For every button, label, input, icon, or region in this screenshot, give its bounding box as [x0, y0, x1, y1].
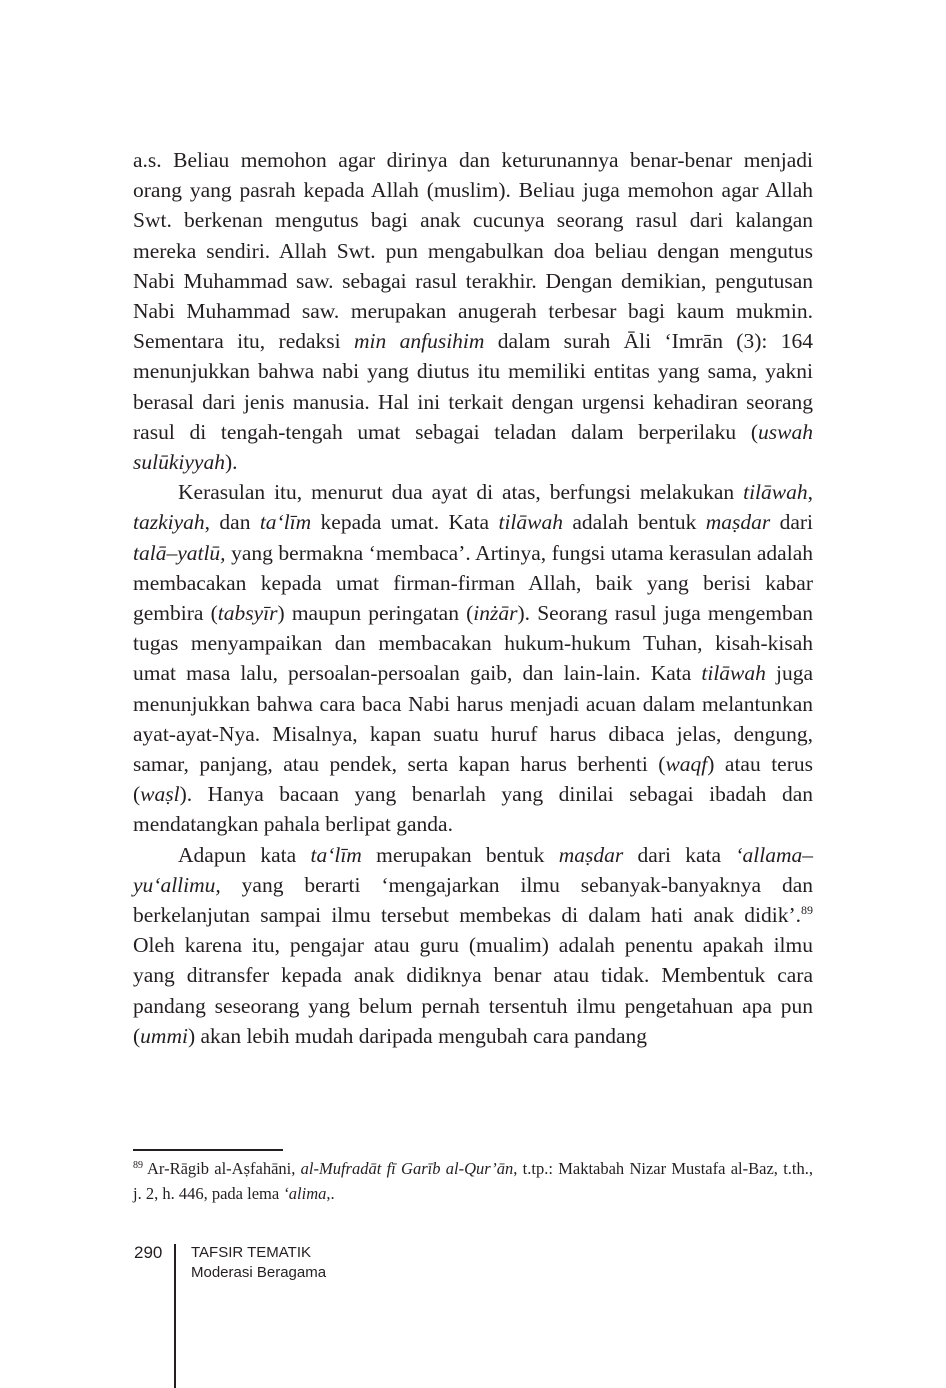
arabic-term: ta‘līm	[310, 842, 362, 867]
book-title: al-Mufradāt fī Garīb al-Qur’ān	[300, 1159, 514, 1178]
footnote-ref[interactable]: 89	[801, 903, 813, 918]
arabic-term: tabsyīr	[217, 601, 278, 626]
page-number: 290	[134, 1243, 163, 1262]
arabic-term: maṣdar	[558, 842, 624, 867]
paragraph-3: Adapun kata ta‘līm merupakan bentuk maṣdar dari kata ‘allama–yu‘allimu, yang berarti ‘mengajarkan ilmu sebanyak-banyaknya dan berkelanjutan sampai ilmu tersebut membekas di dalam hati anak didik’.$^{89}$ Oleh karena itu, pengajar atau guru (mualim) adalah penentu apakah ilmu yang ditransfer kepada anak didiknya benar atau tidak. Membentuk cara pandang seseorang yang belum pernah tersentuh ilmu pengetahuan apa pun (ummi) akan lebih mudah daripada mengubah cara pandang	[133, 842, 813, 1048]
arabic-term: tilāwah	[701, 661, 766, 686]
arabic-term: ummi	[140, 1023, 188, 1048]
arabic-term: ‘alima	[283, 1184, 327, 1203]
arabic-term: waqf	[665, 752, 708, 777]
book-subtitle: Moderasi Beragama	[191, 1264, 327, 1281]
footnote: $^{89}$ Ar-Rāgib al-Aṣfahāni, al-Mufradāt fī Garīb al-Qur’ān, t.tp.: Maktabah Nizar Mustafa al-Baz, t.th., j. 2, h. 446, pada lema ‘alima,.	[133, 1159, 813, 1203]
arabic-term: ‘allama–yu‘allimu,	[133, 842, 813, 897]
arabic-term: inżār	[473, 601, 518, 626]
footnote-number: 89	[133, 1160, 143, 1171]
arabic-term: waṣl	[140, 782, 180, 807]
arabic-term: tazkiyah	[133, 510, 205, 535]
arabic-term: tilāwah	[743, 480, 808, 505]
paragraph-2: Kerasulan itu, menurut dua ayat di atas, berfungsi melakukan tilāwah, tazkiyah, dan ta‘līm kepada umat. Kata tilāwah adalah bentuk maṣdar dari talā–yatlū, yang bermakna ‘membaca’. Artinya, fungsi utama kerasulan adalah membacakan kepada umat firman-firman Allah, baik yang berisi kabar gembira (tabsyīr) maupun peringatan (inżār). Seorang rasul juga mengemban tugas menyampaikan dan membacakan hukum-hukum Tuhan, kisah-kisah umat masa lalu, persoalan-persoalan gaib, dan lain-lain. Kata tilāwah juga menunjukkan bahwa cara baca Nabi harus menjadi acuan dalam melantunkan ayat-ayat-Nya. Misalnya, kapan suatu huruf harus dibaca jelas, dengung, samar, panjang, atau pendek, serta kapan harus berhenti (waqf) atau terus (waṣl). Hanya bacaan yang benarlah yang dinilai sebagai ibadah dan mendatangkan pahala berlipat ganda.	[133, 480, 814, 837]
main-text	[133, 145, 813, 1051]
arabic-term: ta‘līm	[259, 510, 312, 535]
footer-divider	[174, 1244, 176, 1388]
arabic-term: min anfusihim	[353, 329, 485, 354]
arabic-term: uswah sulūkiyyah	[133, 419, 813, 475]
book-title: TAFSIR TEMATIK	[191, 1244, 312, 1261]
arabic-term: talā–yatlū,	[133, 540, 226, 565]
footnote-divider	[133, 1149, 283, 1151]
arabic-term: maṣdar	[705, 510, 771, 535]
paragraph-1: a.s. Beliau memohon agar dirinya dan keturunannya benar-benar menjadi orang yang pasrah kepada Allah (muslim). Beliau juga memohon agar Allah Swt. berkenan mengutus bagi anak cucunya seorang rasul dari kalangan mereka sendiri. Allah Swt. pun mengabulkan doa beliau dengan mengutus Nabi Muhammad saw. sebagai rasul terakhir. Dengan demikian, pengutusan Nabi Muhammad saw. merupakan anugerah terbesar bagi kaum mukmin. Sementara itu, redaksi min anfusihim dalam surah Āli ‘Imrān (3): 164 menunjukkan bahwa nabi yang diutus itu memiliki entitas yang sama, yakni berasal dari jenis manusia. Hal ini terkait dengan urgensi kehadiran seorang rasul di tengah-tengah umat sebagai teladan dalam berperilaku (uswah sulūkiyyah).	[133, 148, 813, 475]
running-head	[191, 1243, 326, 1283]
arabic-term: tilāwah	[498, 510, 563, 535]
